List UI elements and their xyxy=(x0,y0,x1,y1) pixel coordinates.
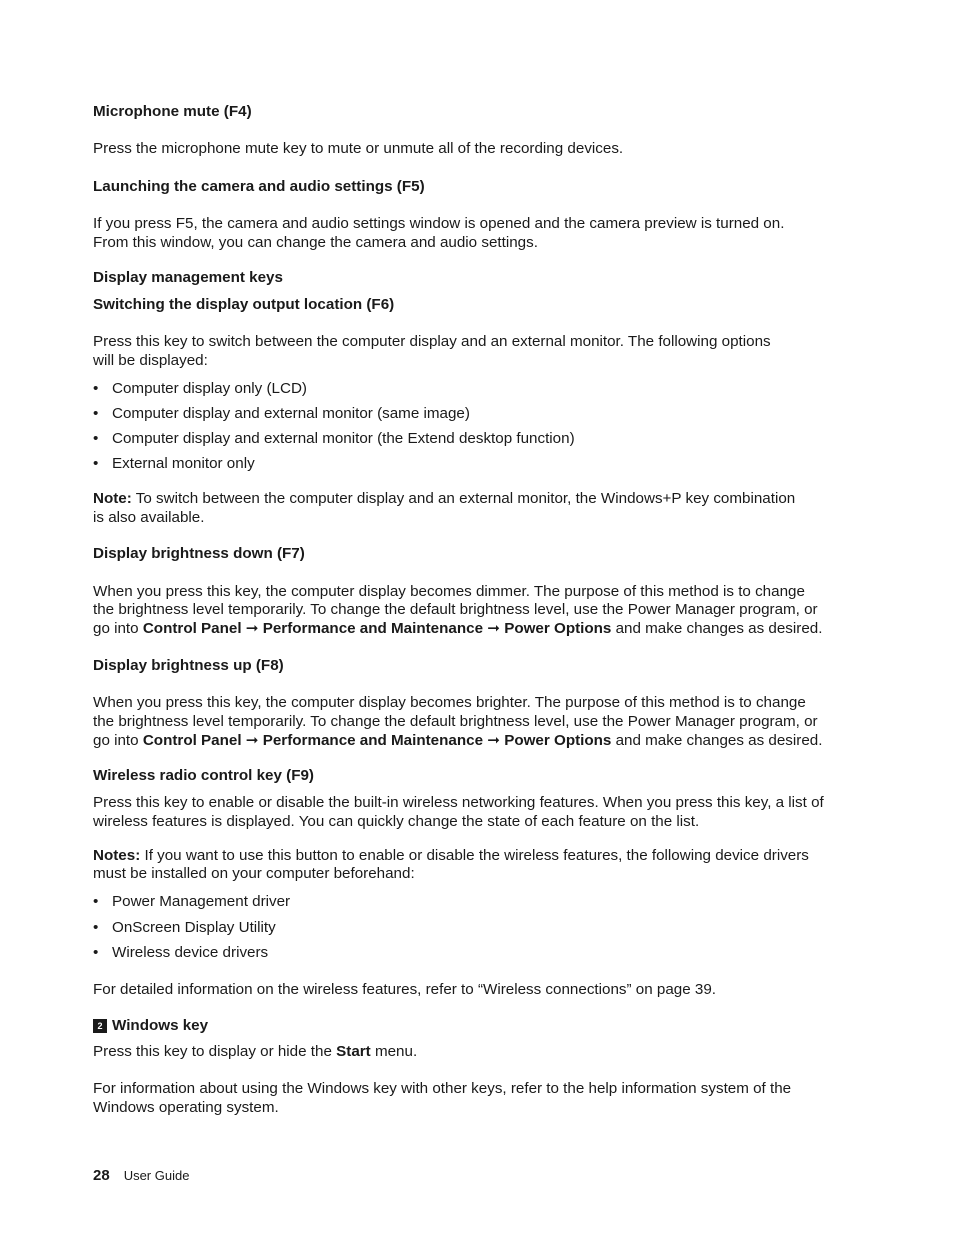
cross-reference: For detailed information on the wireless features, refer to “Wireless connections” on page 39. xyxy=(93,981,716,998)
paragraph-line: From this window, you can change the camera and audio settings. xyxy=(93,234,538,251)
notes-line xyxy=(93,846,809,865)
bullet: • xyxy=(93,893,99,910)
paragraph-line: the brightness level temporarily. To change the default brightness level, use the Power Manager program, or xyxy=(93,601,818,618)
bullet: • xyxy=(93,455,99,472)
list-item xyxy=(93,943,268,962)
paragraph-line xyxy=(93,731,822,750)
bullet: • xyxy=(93,919,99,936)
text-run: Press this key to display or hide the xyxy=(93,1043,337,1060)
paragraph-line: Press this key to switch between the computer display and an external monitor. The following options xyxy=(93,333,771,350)
arrow-right-icon: ➞ xyxy=(483,732,505,749)
menu-path-performance: Performance and Maintenance xyxy=(262,620,484,637)
list-item-text: OnScreen Display Utility xyxy=(112,919,276,936)
heading-display-management: Display management keys xyxy=(93,269,283,286)
callout-marker: 2 xyxy=(93,1019,107,1033)
list-item xyxy=(93,379,307,398)
paragraph-line: If you press F5, the camera and audio settings window is opened and the camera preview is turned on. xyxy=(93,215,785,232)
heading-brightness-down: Display brightness down (F7) xyxy=(93,545,305,562)
text-run: menu. xyxy=(370,1043,418,1060)
paragraph-line: Windows operating system. xyxy=(93,1099,279,1116)
list-item xyxy=(93,892,290,911)
arrow-right-icon: ➞ xyxy=(483,620,505,637)
list-item-text: Power Management driver xyxy=(112,893,291,910)
text-run: and make changes as desired. xyxy=(611,732,823,749)
heading-text: Windows key xyxy=(112,1017,209,1034)
bullet: • xyxy=(93,405,99,422)
menu-path-control-panel: Control Panel xyxy=(142,732,242,749)
page-footer xyxy=(93,1166,189,1185)
arrow-right-icon: ➞ xyxy=(241,620,263,637)
bullet: • xyxy=(93,944,99,961)
list-item-text: External monitor only xyxy=(112,455,255,472)
document-title: User Guide xyxy=(123,1168,190,1183)
note-text: To switch between the computer display and an external monitor, the Windows+P key combination xyxy=(131,490,796,507)
paragraph-line xyxy=(93,619,822,638)
text-run: and make changes as desired. xyxy=(611,620,823,637)
heading-microphone-mute: Microphone mute (F4) xyxy=(93,103,252,120)
paragraph-line: When you press this key, the computer display becomes brighter. The purpose of this method is to change xyxy=(93,694,806,711)
paragraph-line: will be displayed: xyxy=(93,352,208,369)
note-label: Note: xyxy=(93,490,132,507)
paragraph-line xyxy=(93,1042,417,1061)
menu-path-power-options: Power Options xyxy=(504,732,612,749)
list-item xyxy=(93,429,575,448)
list-item xyxy=(93,918,276,937)
paragraph-line: the brightness level temporarily. To change the default brightness level, use the Power Manager program, or xyxy=(93,713,818,730)
list-item xyxy=(93,454,255,473)
paragraph: Press the microphone mute key to mute or unmute all of the recording devices. xyxy=(93,140,624,157)
page-number: 28 xyxy=(93,1167,110,1184)
text-run: go into xyxy=(93,620,143,637)
list-item-text: Computer display and external monitor (same image) xyxy=(112,405,470,422)
text-run: go into xyxy=(93,732,143,749)
list-item-text: Computer display and external monitor (the Extend desktop function) xyxy=(112,430,575,447)
menu-path-power-options: Power Options xyxy=(504,620,612,637)
heading-windows-key xyxy=(93,1016,208,1035)
notes-text: If you want to use this button to enable or disable the wireless features, the following device drivers xyxy=(140,847,809,864)
note-line xyxy=(93,489,795,508)
menu-path-control-panel: Control Panel xyxy=(142,620,242,637)
paragraph-line: When you press this key, the computer display becomes dimmer. The purpose of this method is to change xyxy=(93,583,805,600)
heading-wireless-radio: Wireless radio control key (F9) xyxy=(93,767,314,784)
list-item-text: Wireless device drivers xyxy=(112,944,269,961)
notes-label: Notes: xyxy=(93,847,141,864)
subheading-display-output: Switching the display output location (F6) xyxy=(93,296,395,313)
heading-brightness-up: Display brightness up (F8) xyxy=(93,657,284,674)
start-menu-term: Start xyxy=(336,1043,371,1060)
paragraph-line: For information about using the Windows key with other keys, refer to the help information system of the xyxy=(93,1080,792,1097)
notes-line: must be installed on your computer beforehand: xyxy=(93,865,415,882)
bullet: • xyxy=(93,430,99,447)
list-item xyxy=(93,404,470,423)
paragraph-line: Press this key to enable or disable the built-in wireless networking features. When you press this key, a list of xyxy=(93,794,824,811)
bullet: • xyxy=(93,380,99,397)
heading-camera-audio: Launching the camera and audio settings (F5) xyxy=(93,178,425,195)
note-line: is also available. xyxy=(93,509,205,526)
menu-path-performance: Performance and Maintenance xyxy=(262,732,484,749)
paragraph-line: wireless features is displayed. You can quickly change the state of each feature on the list. xyxy=(93,813,700,830)
list-item-text: Computer display only (LCD) xyxy=(112,380,307,397)
arrow-right-icon: ➞ xyxy=(241,732,263,749)
